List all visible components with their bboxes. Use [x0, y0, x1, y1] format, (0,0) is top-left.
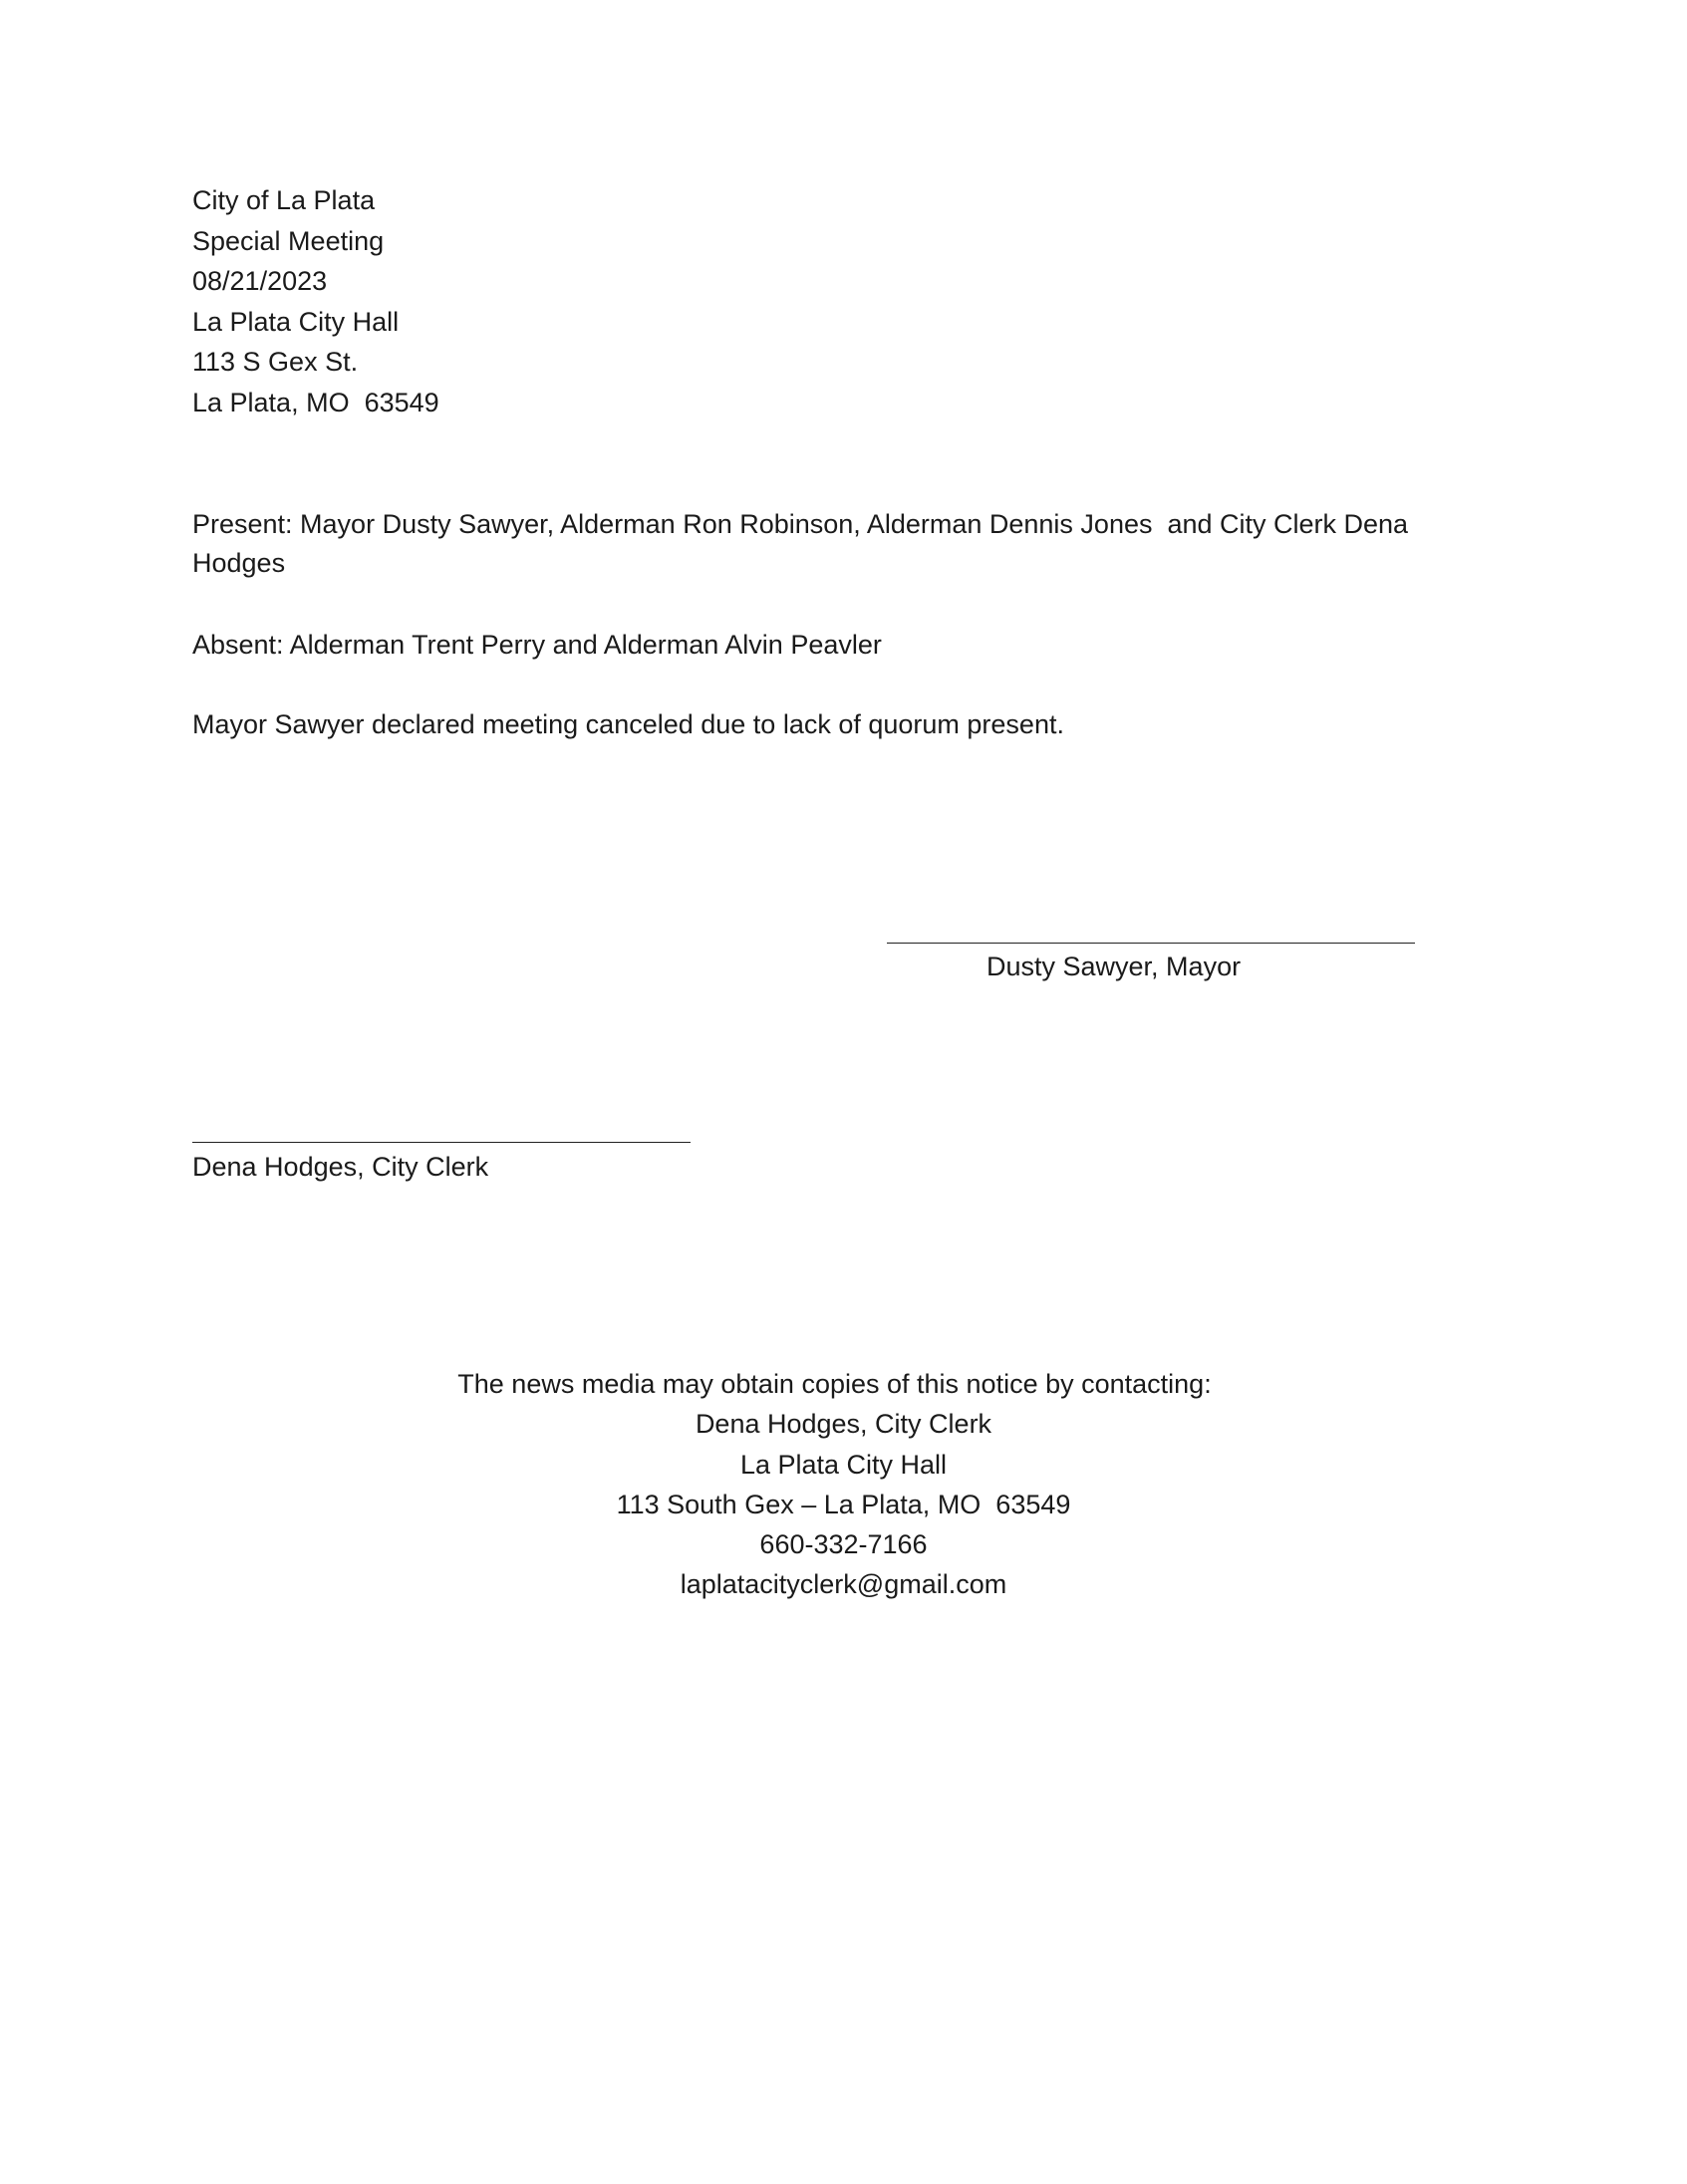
clerk-signature-line	[192, 1142, 691, 1143]
meeting-city-state-zip: La Plata, MO 63549	[192, 387, 439, 417]
attendance-present: Present: Mayor Dusty Sawyer, Alderman Ron Robinson, Alderman Dennis Jones and City Clerk Dena Hodges	[192, 509, 1416, 578]
media-notice	[0, 1364, 1687, 1605]
media-contact-email: laplatacityclerk@gmail.com	[680, 1569, 1007, 1600]
media-contact-name: Dena Hodges, City Clerk	[695, 1409, 992, 1440]
meeting-declaration: Mayor Sawyer declared meeting canceled due to lack of quorum present.	[192, 709, 1064, 739]
media-contact-address: 113 South Gex – La Plata, MO 63549	[616, 1489, 1071, 1519]
media-contact-phone: 660-332-7166	[759, 1529, 928, 1560]
attendance-absent: Absent: Alderman Trent Perry and Alderman Alvin Peavler	[192, 630, 882, 660]
meeting-location: La Plata City Hall	[192, 306, 400, 337]
meeting-date: 08/21/2023	[192, 266, 328, 296]
meeting-type: Special Meeting	[192, 225, 385, 256]
meeting-header	[192, 180, 439, 422]
mayor-signature-line	[887, 943, 1415, 944]
clerk-signature-name: Dena Hodges, City Clerk	[192, 1152, 489, 1182]
meeting-street: 113 S Gex St.	[192, 347, 359, 377]
media-notice-intro: The news media may obtain copies of this notice by contacting:	[457, 1369, 1212, 1399]
city-name: City of La Plata	[192, 185, 376, 215]
media-contact-office: La Plata City Hall	[739, 1449, 948, 1480]
mayor-signature-name: Dusty Sawyer, Mayor	[986, 952, 1242, 981]
